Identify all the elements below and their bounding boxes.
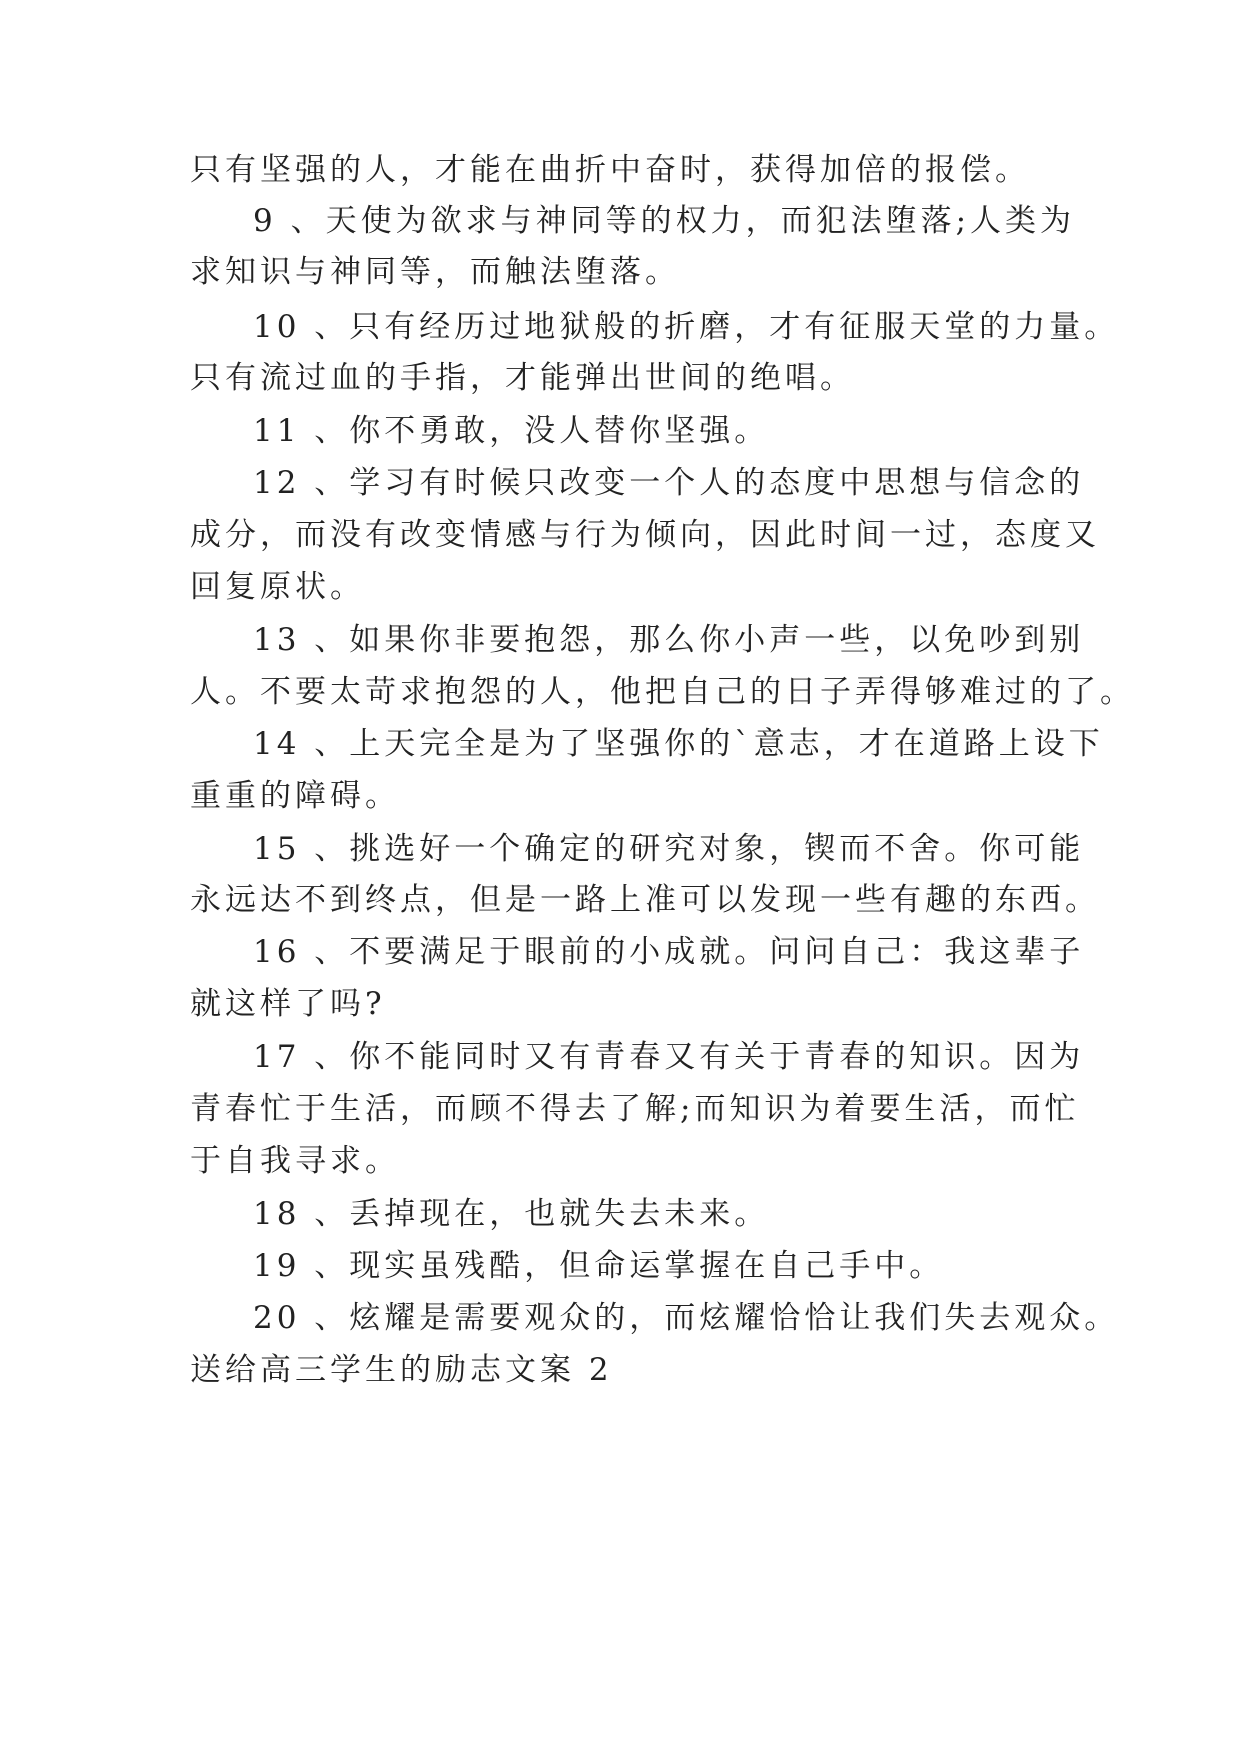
list-item-10: 10 、只有经历过地狱般的折磨，才有征服天堂的力量。 [253,309,1120,345]
list-item-11: 11 、你不勇敢，没人替你坚强。 [253,413,770,449]
text-line: 于自我寻求。 [190,1143,400,1179]
list-item-13: 13 、如果你非要抱怨，那么你小声一些，以免吵到别 [253,622,1085,658]
text-line: 成分，而没有改变情感与行为倾向，因此时间一过，态度又 [190,517,1100,553]
text-line: 回复原状。 [190,569,365,605]
text-line: 就这样了吗? [190,986,386,1022]
list-item-16: 16 、不要满足于眼前的小成就。问问自己：我这辈子 [253,934,1085,970]
list-item-12: 12 、学习有时候只改变一个人的态度中思想与信念的 [253,465,1085,501]
section-title: 送给高三学生的励志文案 2 [190,1352,613,1388]
text-line: 求知识与神同等，而触法堕落。 [190,254,680,290]
list-item-9: 9 、天使为欲求与神同等的权力，而犯法堕落;人类为 [253,203,1076,239]
list-item-20: 20 、炫耀是需要观众的，而炫耀恰恰让我们失去观众。 [253,1300,1120,1336]
text-line: 重重的障碍。 [190,778,400,814]
text-line: 青春忙于生活，而顾不得去了解;而知识为着要生活，而忙 [190,1091,1080,1127]
text-line: 只有流过血的手指，才能弹出世间的绝唱。 [190,360,855,396]
text-line: 只有坚强的人，才能在曲折中奋时，获得加倍的报偿。 [190,152,1030,188]
list-item-19: 19 、现实虽残酷，但命运掌握在自己手中。 [253,1248,945,1284]
list-item-14: 14 、上天完全是为了坚强你的`意志，才在道路上设下 [253,726,1104,762]
list-item-15: 15 、挑选好一个确定的研究对象，锲而不舍。你可能 [253,831,1085,867]
list-item-18: 18 、丢掉现在，也就失去未来。 [253,1196,770,1232]
text-line: 人。不要太苛求抱怨的人，他把自己的日子弄得够难过的了。 [190,674,1135,710]
text-line: 永远达不到终点，但是一路上准可以发现一些有趣的东西。 [190,882,1100,918]
list-item-17: 17 、你不能同时又有青春又有关于青春的知识。因为 [253,1039,1085,1075]
